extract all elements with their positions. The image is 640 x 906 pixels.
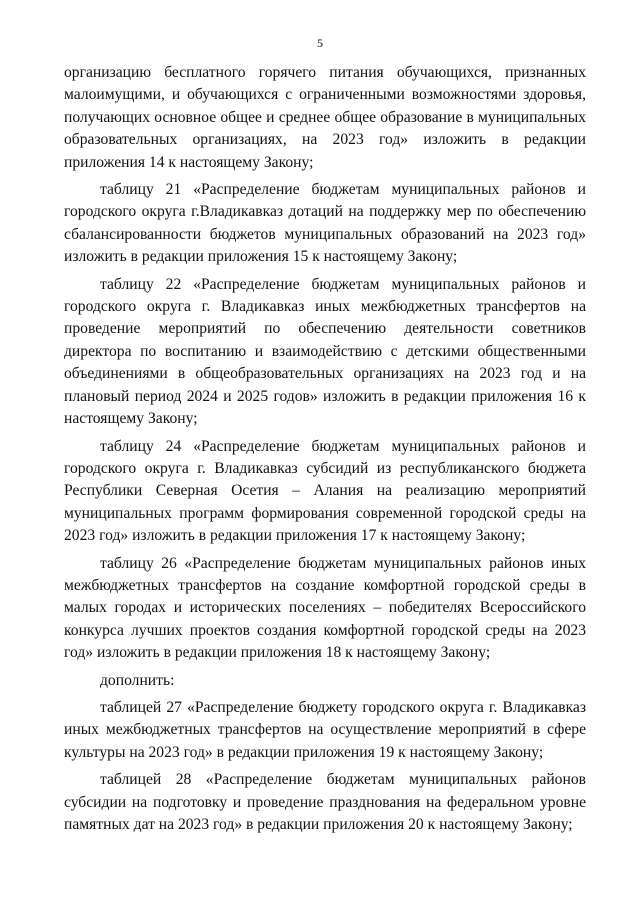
paragraph-table-27: таблицей 27 «Распределение бюджету городского округа г. Владикавказ иных межбюджетных трансфертов на осуществление мероприятий в сфере культуры на 2023 год» в редакции приложения 19 к настоящему Закону; <box>64 698 586 761</box>
paragraph-table-28: таблицей 28 «Распределение бюджетам муниципальных районов субсидии на подготовку и проведение празднования на федеральном уровне памятных дат на 2023 год» в редакции приложения 20 к настоящему Закону; <box>64 771 586 833</box>
paragraph-table-26: таблицу 26 «Распределение бюджетам муниципальных районов иных межбюджетных трансфертов на создание комфортной городской среды в малых городах и исторических поселениях – победителях Всероссийского конкурса лучших проектов создания комфортной городской среды на 2023 год» изложить в редакции приложения 18 к настоящему Закону; <box>64 554 586 662</box>
paragraph-table-22: таблицу 22 «Распределение бюджетам муниципальных районов и городского округа г. Владикавказ иных межбюджетных трансфертов на проведение мероприятий по обеспечению деятельности советников директора по воспитанию и взаимодействию с детскими общественными объединениями в общеобразовательных организациях на 2023 год и на плановый период 2024 и 2025 годов» изложить в редакции приложения 16 к настоящему Закону; <box>64 275 586 428</box>
document-body <box>64 62 586 841</box>
paragraph-supplement: дополнить: <box>100 671 175 689</box>
paragraph-continuation: организацию бесплатного горячего питания обучающихся, признанных малоимущими, и обучающихся с ограниченными возможностями здоровья, получающих основное общее и среднее общее образование в муниципальных образовательных организациях, на 2023 год» изложить в редакции приложения 14 к настоящему Закону; <box>64 64 586 171</box>
paragraph-table-24: таблицу 24 «Распределение бюджетам муниципальных районов и городского округа г. Владикавказ субсидий из республиканского бюджета Республики Северная Осетия – Алания на реализацию мероприятий муниципальных программ формирования современной городской среды на 2023 год» изложить в редакции приложения 17 к настоящему Закону; <box>64 437 586 545</box>
paragraph-table-21: таблицу 21 «Распределение бюджетам муниципальных районов и городского округа г.Владикавказ дотаций на поддержку мер по обеспечению сбалансированности бюджетов муниципальных образований на 2023 год» изложить в редакции приложения 15 к настоящему Закону; <box>64 181 586 266</box>
page-number: 5 <box>317 36 323 50</box>
